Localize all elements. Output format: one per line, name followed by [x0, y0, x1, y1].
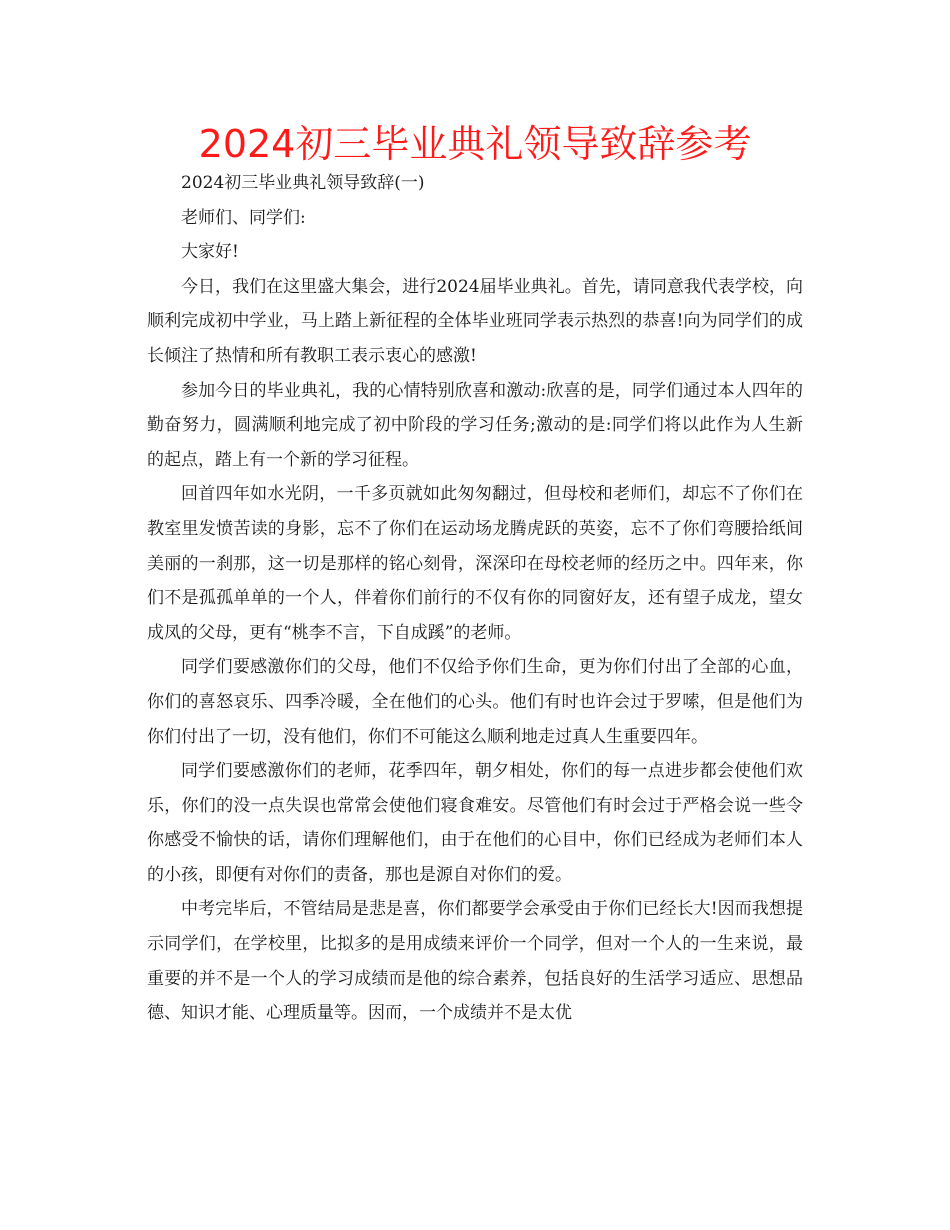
document-title: 2024初三毕业典礼领导致辞参考: [198, 122, 752, 166]
paragraph-greeting: 大家好!: [181, 242, 239, 263]
paragraph-thank-parents: 同学们要感激你们的父母，他们不仅给予你们生命，更为你们付出了全部的心血，你们的喜怒哀乐、四季冷暖，全在他们的心头。他们有时也许会过于罗嗦，但是他们为你们付出了一切，没有他们，你们不可能这么顺利地走过真人生重要四年。: [147, 657, 803, 747]
paragraph-retrospect: 回首四年如水光阴，一千多页就如此匆匆翻过，但母校和老师们，却忘不了你们在教室里发愤苦读的身影，忘不了你们在运动场龙腾虎跃的英姿，忘不了你们弯腰拾纸间美丽的一刹那，这一切是那样的铭心刻骨，深深印在母校老师的经历之中。四年来，你们不是孤孤单单的一个人，伴着你们前行的不仅有你的同窗好友，还有望子成龙，望女成凤的父母，更有“桃李不言，下自成蹊”的老师。: [147, 484, 803, 643]
paragraph-after-exam: 中考完毕后，不管结局是悲是喜，你们都要学会承受由于你们已经长大!因而我想提示同学们，在学校里，比拟多的是用成绩来评价一个同学，但对一个人的一生来说，最重要的并不是一个人的学习成绩而是他的综合素养，包括良好的生活学习适应、思想品德、知识才能、心理质量等。因而，一个成绩并不是太优: [147, 899, 803, 1024]
paragraph-feelings: 参加今日的毕业典礼，我的心情特别欣喜和激动:欣喜的是，同学们通过本人四年的勤奋努力，圆满顺利地完成了初中阶段的学习任务;激动的是:同学们将以此作为人生新的起点，踏上有一个新的学习征程。: [147, 380, 803, 470]
paragraph-opening: 今日，我们在这里盛大集会，进行2024届毕业典礼。首先，请同意我代表学校，向顺利完成初中学业，马上踏上新征程的全体毕业班同学表示热烈的恭喜!向为同学们的成长倾注了热情和所有教职工表示衷心的感激!: [147, 276, 803, 366]
paragraph-salutation: 老师们、同学们:: [181, 207, 306, 228]
paragraph-subtitle: 2024初三毕业典礼领导致辞(一): [181, 173, 425, 193]
document-body: [147, 166, 803, 1031]
paragraph-thank-teachers: 同学们要感激你们的老师，花季四年，朝夕相处，你们的每一点进步都会使他们欢乐，你们的没一点失误也常常会使他们寝食难安。尽管他们有时会过于严格会说一些令你感受不愉快的话，请你们理解他们，由于在他们的心目中，你们已经成为老师们本人的小孩，即便有对你们的责备，那也是源自对你们的爱。: [147, 761, 803, 885]
